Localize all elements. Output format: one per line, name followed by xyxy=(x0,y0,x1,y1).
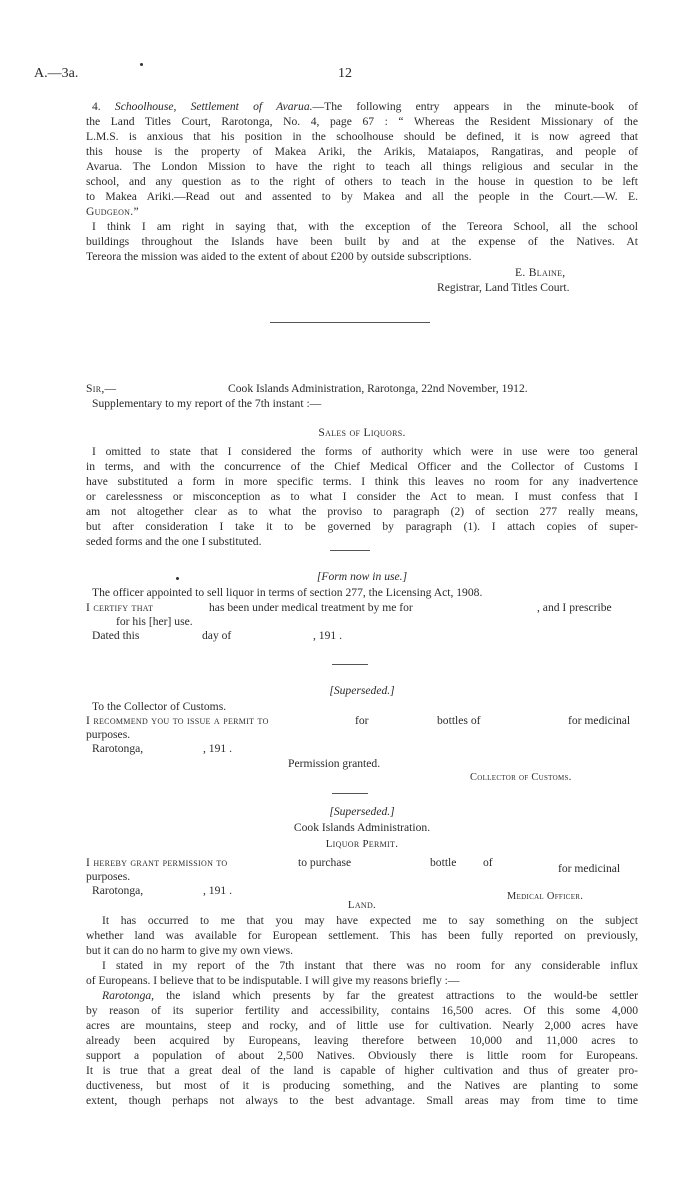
form2-recommend-d: for medicinal xyxy=(568,714,631,727)
form1-dated-b: day of xyxy=(202,629,232,642)
form3-title: [Superseded.] xyxy=(329,805,395,818)
form3-place-a: Rarotonga, xyxy=(92,884,144,897)
liquor-line-2: in terms, and with the concurrence of the Chief Medical Officer and the Collector of Customs I xyxy=(86,460,638,473)
form3-grant-c: bottle xyxy=(430,856,457,869)
land-line-12: ductiveness, but most of it is producing something, and the Natives are planting to some xyxy=(86,1079,638,1092)
section4-line-6: school, and any question as to the right of others to teach in the house in question to be left xyxy=(86,175,638,188)
section4-line-11: Tereora the mission was aided to the extent of about £200 by outside subscriptions. xyxy=(86,250,472,263)
signature-title: Registrar, Land Titles Court. xyxy=(437,281,570,294)
heading-land: Land. xyxy=(347,899,377,911)
land-line-13: extent, though perhaps not always to the best advantage. Small areas may from time to time xyxy=(86,1094,638,1107)
form1-dated-c: , 191 . xyxy=(313,629,342,642)
letter-place-date: Cook Islands Administration, Rarotonga, 22nd November, 1912. xyxy=(228,382,528,395)
form2-collector: Collector of Customs. xyxy=(470,772,572,783)
section4-line-4: this house is the property of Makea Ariki, the Arikis, Mataiapos, Rangatiras, and people of xyxy=(86,145,638,158)
form3-place-b: , 191 . xyxy=(203,884,232,897)
form3-grant-b: to purchase xyxy=(298,856,352,869)
form3-purposes: purposes. xyxy=(86,870,131,883)
section4-line-9: I think I am right in saying that, with the exception of the Tereora School, all the school xyxy=(92,220,638,233)
section4-line-1: 4. Schoolhouse, Settlement of Avarua.—The following entry appears in the minute-book of xyxy=(92,100,639,113)
land-line-1: It has occurred to me that you may have expected me to say something on the subject xyxy=(102,914,638,927)
heading-sales-of-liquors: Sales of Liquors. xyxy=(318,426,406,439)
short-divider-3 xyxy=(332,793,368,794)
land-line-8: acres are mountains, steep and rocky, and of little use for cultivation. Nearly 2,000 acres have xyxy=(86,1019,638,1032)
land-line-5: of Europeans. I believe that to be indisputable. I will give my reasons briefly :— xyxy=(86,974,460,987)
form2-place-a: Rarotonga, xyxy=(92,742,144,755)
liquor-line-7: seded forms and the one I substituted. xyxy=(86,535,262,548)
section4-line-5: Avarua. The London Mission to have the right to teach all things religious and secular in the xyxy=(86,160,638,173)
form1-certify-a: I certify that xyxy=(86,601,154,614)
land-line-3: but it can do no harm to give my own views. xyxy=(86,944,294,957)
form1-certify-b: has been under medical treatment by me for xyxy=(209,601,413,614)
land-line-4: I stated in my report of the 7th instant that there was no room for any considerable influx xyxy=(102,959,638,972)
liquor-line-6: but after consideration I take it to be governed by paragraph (1). I attach copies of super- xyxy=(86,520,638,533)
form2-to: To the Collector of Customs. xyxy=(92,700,227,713)
liquor-line-1: I omitted to state that I considered the forms of authority which were in use were too general xyxy=(92,445,638,458)
form3-grant-d: of xyxy=(483,856,493,869)
form1-title: [Form now in use.] xyxy=(316,570,408,583)
liquor-line-4: or carelessness or misconception as to what I consider the Act to mean. I must confess that I xyxy=(86,490,638,503)
form1-certify-c: , and I prescribe xyxy=(537,601,612,614)
liquor-line-5: am not altogether clear as to what the proviso to paragraph (2) of section 277 really means, xyxy=(86,505,638,518)
letter-salutation: Sir,— xyxy=(86,382,117,395)
land-line-6: Rarotonga, the island which presents by far the greatest attractions to the would-be settler xyxy=(102,989,638,1002)
liquor-line-3: have substituted a form in more specific terms. I think this leaves no room for any inadvertence xyxy=(86,475,638,488)
form2-title: [Superseded.] xyxy=(329,684,395,697)
land-line-7: by reason of its superior fertility and accessibility, contains 16,500 acres. Of this some 4,000 xyxy=(86,1004,638,1017)
form1-line-1: The officer appointed to sell liquor in terms of section 277, the Licensing Act, 1908. xyxy=(92,586,483,599)
document-reference: A.—3a. xyxy=(34,66,79,81)
form3-admin: Cook Islands Administration. xyxy=(293,821,431,834)
form3-grant-e: for medicinal xyxy=(558,862,621,875)
form2-purposes: purposes. xyxy=(86,728,131,741)
signature-name: E. Blaine, xyxy=(515,266,566,279)
land-line-2: whether land was available for European settlement. This has been fully reported on previously, xyxy=(86,929,638,942)
form2-recommend-a: I recommend you to issue a permit to xyxy=(86,714,269,727)
letter-intro: Supplementary to my report of the 7th instant :— xyxy=(92,397,322,410)
section4-line-3: L.M.S. is anxious that his position in the schoolhouse should be defined, it is now agreed that xyxy=(86,130,638,143)
section-divider xyxy=(270,322,430,323)
form3-grant-a: I hereby grant permission to xyxy=(86,856,228,869)
short-divider-1 xyxy=(330,550,370,551)
section4-line-7: to Makea Ariki.—Read out and assented to by Makea and all the people in the Court.—W. E. xyxy=(86,190,638,203)
section4-line-2: the Land Titles Court, Rarotonga, No. 4, page 67 : “ Whereas the Resident Missionary of the xyxy=(86,115,638,128)
form2-recommend-c: bottles of xyxy=(437,714,481,727)
land-line-11: It is true that a great deal of the land is capable of higher cultivation and thus of greater pro- xyxy=(86,1064,638,1077)
section4-line-8: Gudgeon.” xyxy=(86,205,139,218)
short-divider-2 xyxy=(332,664,368,665)
land-line-9: already been acquired by Europeans, leaving therefore between 10,000 and 11,000 acres to xyxy=(86,1034,638,1047)
form2-granted: Permission granted. xyxy=(288,757,381,770)
page-number: 12 xyxy=(338,66,352,81)
land-line-10: support a population of about 2,500 Natives. Obviously there is little room for Europeans. xyxy=(86,1049,638,1062)
print-speck xyxy=(140,63,143,66)
form1-certify-d: for his [her] use. xyxy=(116,615,193,628)
form2-place-b: , 191 . xyxy=(203,742,232,755)
section4-line-10: buildings throughout the Islands have been built by and at the expense of the Natives. At xyxy=(86,235,638,248)
form3-permit: Liquor Permit. xyxy=(325,838,399,850)
form3-officer: Medical Officer. xyxy=(507,891,584,902)
form2-recommend-b: for xyxy=(355,714,369,727)
form1-dated-a: Dated this xyxy=(92,629,140,642)
